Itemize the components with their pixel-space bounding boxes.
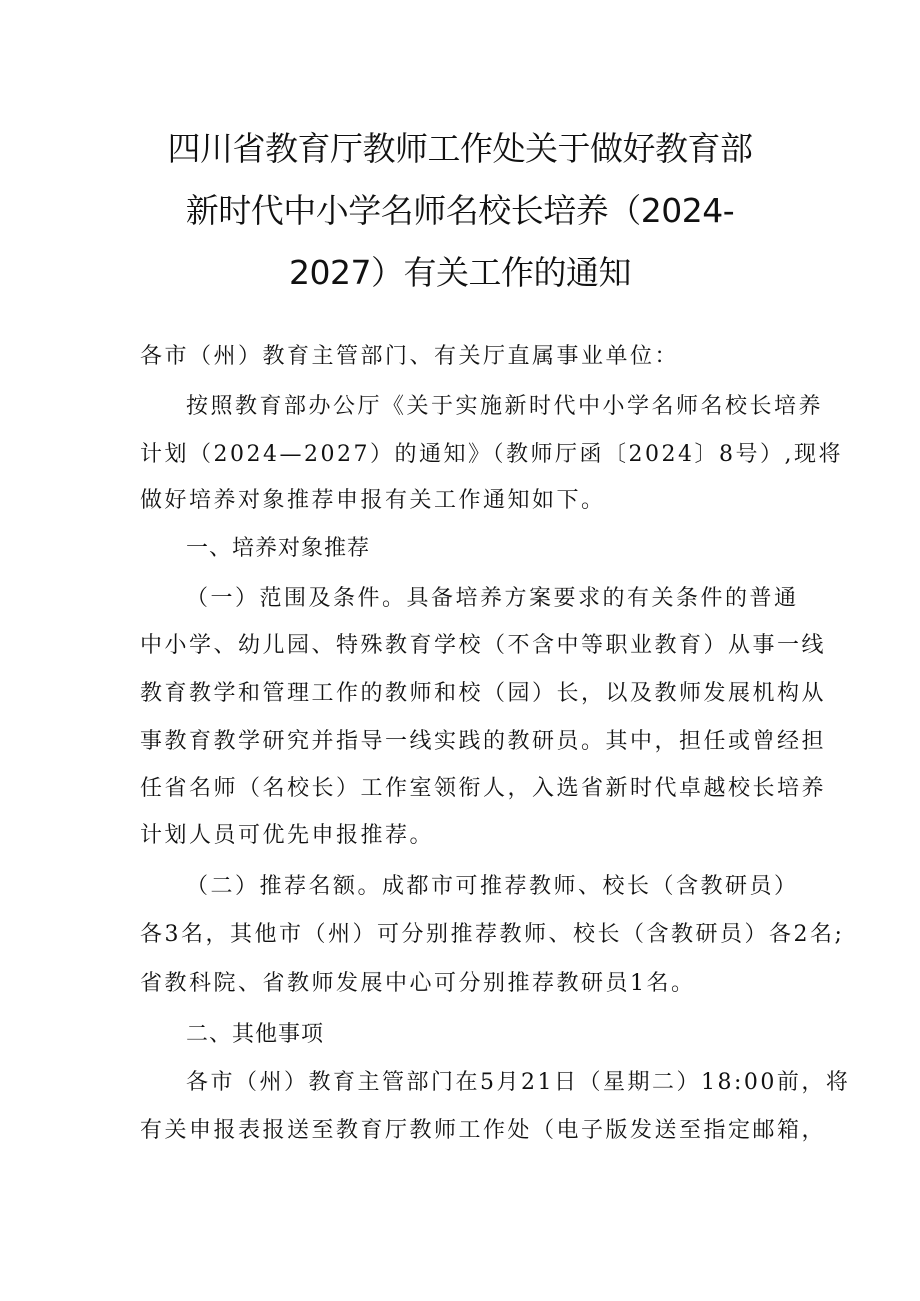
- section-1-item-1-line: 中小学、幼儿园、特殊教育学校（不含中等职业教育）从事一线: [140, 633, 827, 658]
- section-2-heading: 二、其他事项: [186, 1022, 325, 1047]
- section-1-item-1-line: 计划人员可优先申报推荐。: [140, 823, 435, 848]
- section-1-item-2-line: （二）推荐名额。成都市可推荐教师、校长（含教研员）: [186, 874, 799, 899]
- section-1-item-1-line: 任省名师（名校长）工作室领衔人，入选省新时代卓越校长培养: [140, 776, 827, 801]
- section-1-item-1-line: 事教育教学研究并指导一线实践的教研员。其中，担任或曾经担: [140, 729, 827, 754]
- section-1-item-1-line: （一）范围及条件。具备培养方案要求的有关条件的普通: [186, 586, 799, 611]
- document-title: [140, 118, 780, 304]
- title-line-1: 四川省教育厅教师工作处关于做好教育部: [167, 129, 753, 168]
- intro-line: 计划（2024—2027）的通知》（教师厅函〔2024〕8号）,现将: [140, 442, 843, 467]
- section-2-para-line: 有关申报表报送至教育厅教师工作处（电子版发送至指定邮箱，: [140, 1118, 827, 1143]
- intro-line: 按照教育部办公厅《关于实施新时代中小学名师名校长培养: [186, 394, 824, 419]
- title-line-3: 2027）有关工作的通知: [289, 253, 631, 292]
- title-line-2: 新时代中小学名师名校长培养（2024-: [185, 191, 735, 230]
- section-1-item-1-line: 教育教学和管理工作的教师和校（园）长，以及教师发展机构从: [140, 681, 827, 706]
- section-2-para-line: 各市（州）教育主管部门在5月21日（星期二）18:00前，将: [186, 1070, 851, 1095]
- intro-line: 做好培养对象推荐申报有关工作通知如下。: [140, 488, 606, 513]
- section-1-item-2-line: 省教科院、省教师发展中心可分别推荐教研员1名。: [140, 971, 696, 996]
- section-1-heading: 一、培养对象推荐: [186, 536, 371, 561]
- section-1-item-2-line: 各3名，其他市（州）可分别推荐教师、校长（含教研员）各2名;: [140, 922, 845, 947]
- salutation: 各市（州）教育主管部门、有关厅直属事业单位：: [140, 344, 680, 369]
